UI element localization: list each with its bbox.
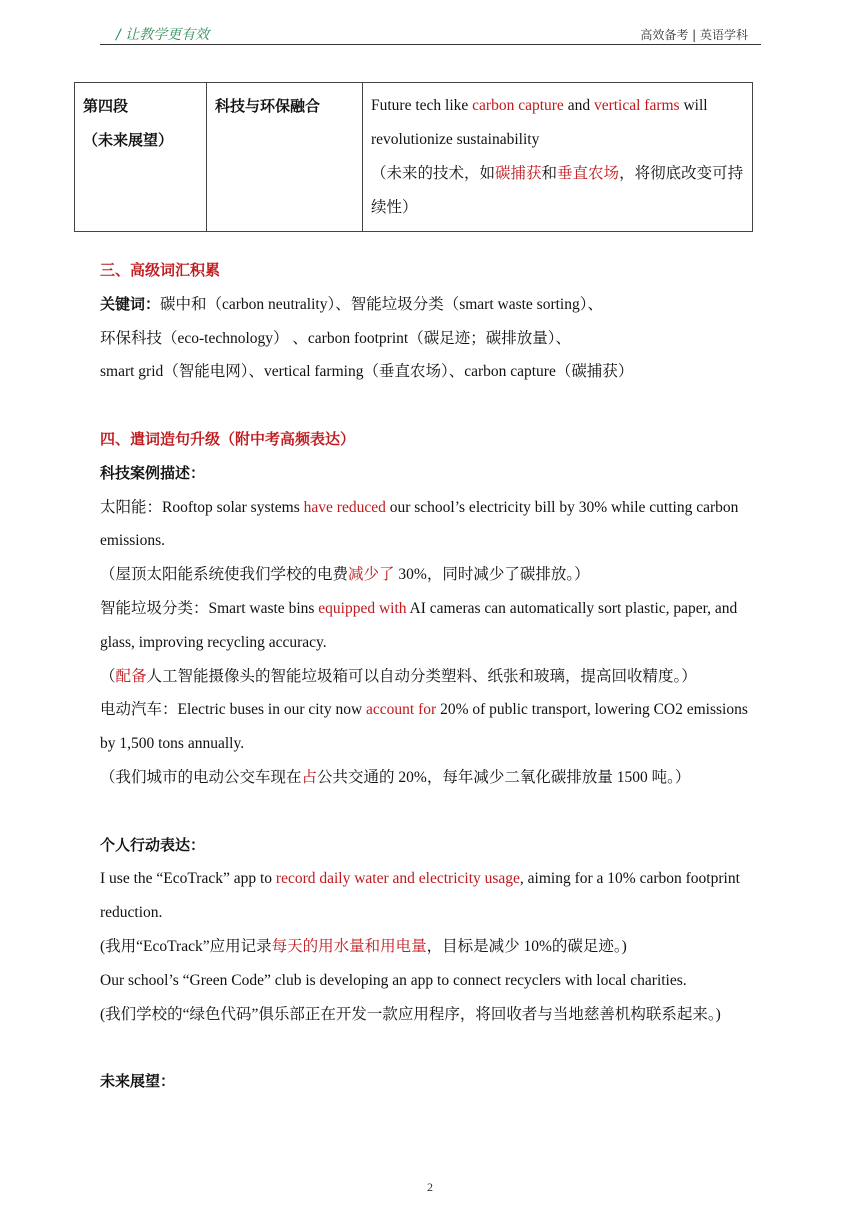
header-divider	[100, 44, 761, 45]
highlight-text: account for	[366, 701, 437, 719]
highlight-text: record daily water and electricity usage	[275, 870, 520, 888]
highlight-text: carbon capture	[472, 97, 564, 114]
translation-sentence: （我们城市的电动公交车现在占公共交通的 20%，每年减少二氧化碳排放量 1500 吨。）	[100, 768, 691, 786]
highlight-text: 占	[301, 768, 318, 786]
translation-sentence: (我们学校的“绿色代码”俱乐部正在开发一款应用程序，将回收者与当地慈善机构联系起来。)	[100, 1005, 721, 1023]
highlight-text: have reduced	[303, 498, 386, 516]
example-sentence: 电动汽车：Electric buses in our city now account for 20% of public transport, lowering CO2 emissions by 1,500 tons annually.	[100, 701, 748, 753]
keywords-line: 环保科技（eco-technology） 、carbon footprint（碳足迹；碳排放量）、	[100, 329, 571, 347]
table-cell-theme	[207, 83, 363, 232]
example-text: and	[563, 97, 594, 114]
highlight-text: 减少了	[348, 566, 395, 584]
highlight-text: 垂直农场	[557, 165, 620, 182]
table-cell-example	[363, 83, 753, 232]
highlight-text: 每天的用水量和用电量	[271, 937, 427, 955]
document-body	[100, 254, 764, 1099]
highlight-text: vertical farms	[593, 97, 680, 114]
subsection-title: 未来展望：	[100, 1072, 176, 1091]
header-subject: 高效备考 | 英语学科	[640, 28, 748, 42]
example-text: will revolutionize sustainability	[371, 97, 708, 148]
example-sentence: I use the “EcoTrack” app to record daily water and electricity usage, aiming for a 10% carbon footprint reduction.	[100, 870, 740, 922]
table-row	[75, 83, 753, 232]
highlight-text: 碳捕获	[495, 165, 542, 182]
highlight-text: 配备	[115, 667, 147, 685]
keywords-paragraph	[100, 288, 764, 322]
translation-text: ，将彻底改变可持续性）	[371, 165, 744, 216]
section-title: 三、高级词汇积累	[100, 261, 221, 279]
outline-table	[74, 82, 753, 232]
header-slogan: / 让教学更有效	[116, 27, 210, 43]
section-title: 四、遣词造句升级（附中考高频表达）	[100, 429, 356, 448]
translation-sentence: （配备人工智能摄像头的智能垃圾箱可以自动分类塑料、纸张和玻璃，提高回收精度。）	[100, 667, 697, 685]
page-number: 2	[427, 1180, 433, 1194]
keywords-label: 关键词：	[100, 294, 161, 313]
example-text: Future tech like	[371, 97, 473, 114]
translation-sentence: (我用“EcoTrack”应用记录每天的用水量和用电量，目标是减少 10%的碳足迹。)	[100, 937, 627, 955]
paragraph-topic: （未来展望）	[83, 131, 174, 149]
paragraph-number: 第四段	[83, 97, 129, 115]
table-cell-paragraph	[75, 83, 207, 232]
translation-text: 和	[541, 165, 558, 182]
subsection-title: 科技案例描述：	[100, 463, 206, 482]
translation-text: （未来的技术，如	[371, 165, 496, 182]
example-sentence: 智能垃圾分类：Smart waste bins equipped with AI cameras can automatically sort plastic, paper, and glass, improving recycling accuracy.	[100, 599, 738, 651]
translation-sentence: （屋顶太阳能系统使我们学校的电费减少了 30%，同时减少了碳排放。）	[100, 566, 590, 584]
highlight-text: equipped with	[318, 599, 407, 617]
example-sentence: 太阳能：Rooftop solar systems have reduced our school’s electricity bill by 30% while cutting carbon emissions.	[100, 498, 739, 550]
keywords-line: smart grid（智能电网）、vertical farming（垂直农场）、carbon capture（碳捕获）	[100, 363, 634, 381]
theme-text: 科技与环保融合	[215, 97, 321, 115]
keywords-text: 碳中和（carbon neutrality）、智能垃圾分类（smart waste sorting）、	[160, 295, 603, 313]
subsection-title: 个人行动表达：	[100, 835, 206, 854]
example-sentence: Our school’s “Green Code” club is developing an app to connect recyclers with local charities.	[100, 971, 687, 989]
